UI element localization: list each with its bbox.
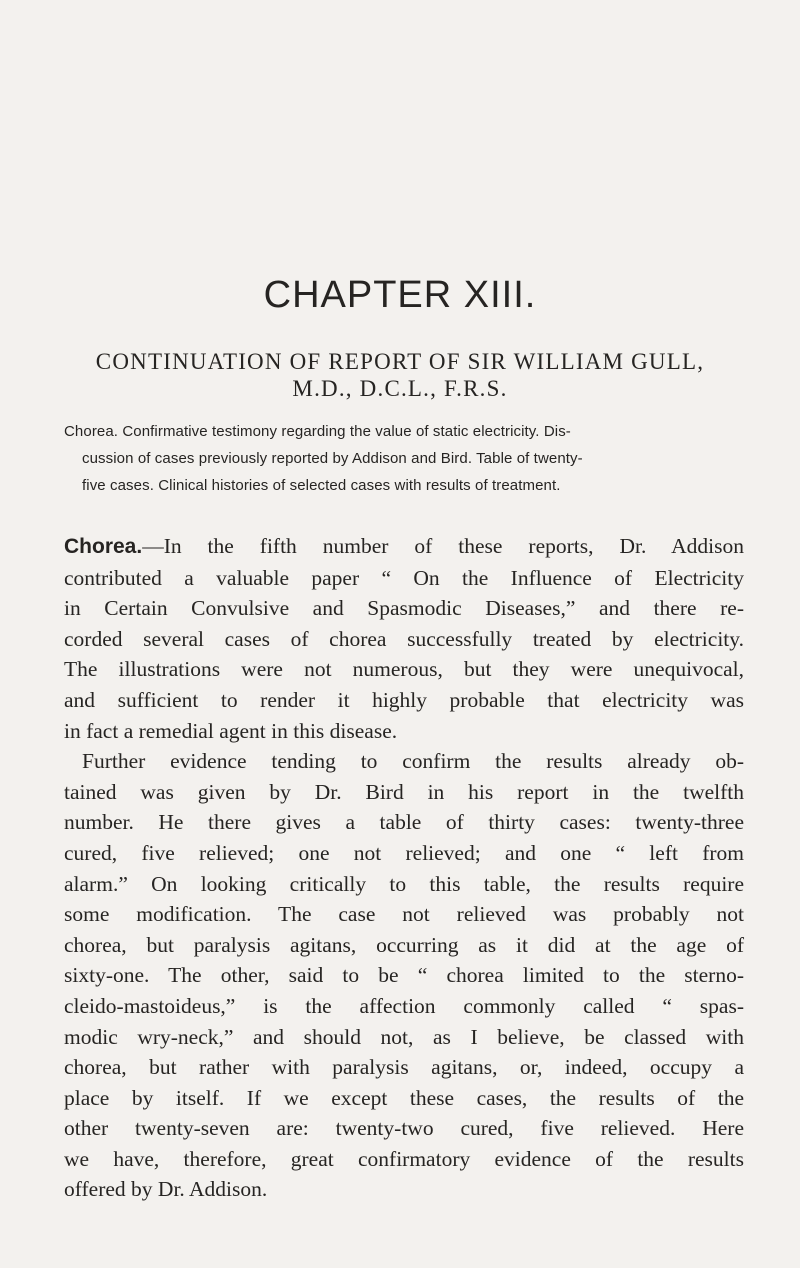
body-line: some modification. The case not relieved was probably not	[64, 902, 744, 927]
body-line	[64, 531, 744, 563]
body-line: corded several cases of chorea successfully treated by electricity.	[64, 626, 744, 651]
body-line: other twenty-seven are: twenty-two cured, five relieved. Here	[64, 1116, 744, 1141]
body-line: sixty-one. The other, said to be “ chorea limited to the sterno-	[64, 963, 744, 988]
body-line: Further evidence tending to confirm the results already ob-	[82, 749, 744, 774]
body-line: place by itself. If we except these cases, the results of the	[64, 1085, 744, 1110]
body-line: and sufficient to render it highly probable that electricity was	[64, 687, 744, 712]
summary-line: cussion of cases previously reported by Addison and Bird. Table of twenty-	[82, 450, 583, 467]
body-line: The illustrations were not numerous, but they were unequivocal,	[64, 657, 744, 682]
body-line: chorea, but paralysis agitans, occurring as it did at the age of	[64, 932, 744, 957]
chapter-subtitle-line-1: CONTINUATION OF REPORT OF SIR WILLIAM GULL,	[95, 349, 705, 374]
body-line: number. He there gives a table of thirty cases: twenty-three	[64, 810, 744, 835]
body-line: chorea, but rather with paralysis agitans, or, indeed, occupy a	[64, 1055, 744, 1080]
chapter-subtitle-line-2: M.D., D.C.L., F.R.S.	[292, 376, 508, 401]
body-line: we have, therefore, great confirmatory evidence of the results	[64, 1146, 744, 1171]
body-first-line-text: —In the fifth number of these reports, Dr. Addison	[142, 534, 744, 558]
chapter-title: CHAPTER XIII.	[263, 274, 537, 316]
summary-line: Chorea. Confirmative testimony regarding the value of static electricity. Dis-	[64, 423, 571, 440]
body-line: in fact a remedial agent in this disease.	[64, 718, 398, 743]
body-line: modic wry-neck,” and should not, as I believe, be classed with	[64, 1024, 744, 1049]
body-line: cured, five relieved; one not relieved; and one “ left from	[64, 840, 744, 865]
summary-line: five cases. Clinical histories of selected cases with results of treatment.	[82, 477, 561, 494]
body-line: tained was given by Dr. Bird in his report in the twelfth	[64, 779, 744, 804]
body-line: contributed a valuable paper “ On the Influence of Electricity	[64, 565, 744, 590]
body-line: offered by Dr. Addison.	[64, 1177, 268, 1202]
section-lead-word: Chorea.	[64, 535, 143, 558]
body-line: cleido-mastoideus,” is the affection commonly called “ spas-	[64, 993, 744, 1018]
chapter-summary	[64, 418, 744, 499]
body-line: in Certain Convulsive and Spasmodic Diseases,” and there re-	[64, 596, 744, 621]
body-text	[64, 531, 744, 1205]
body-line: alarm.” On looking critically to this table, the results require	[64, 871, 744, 896]
